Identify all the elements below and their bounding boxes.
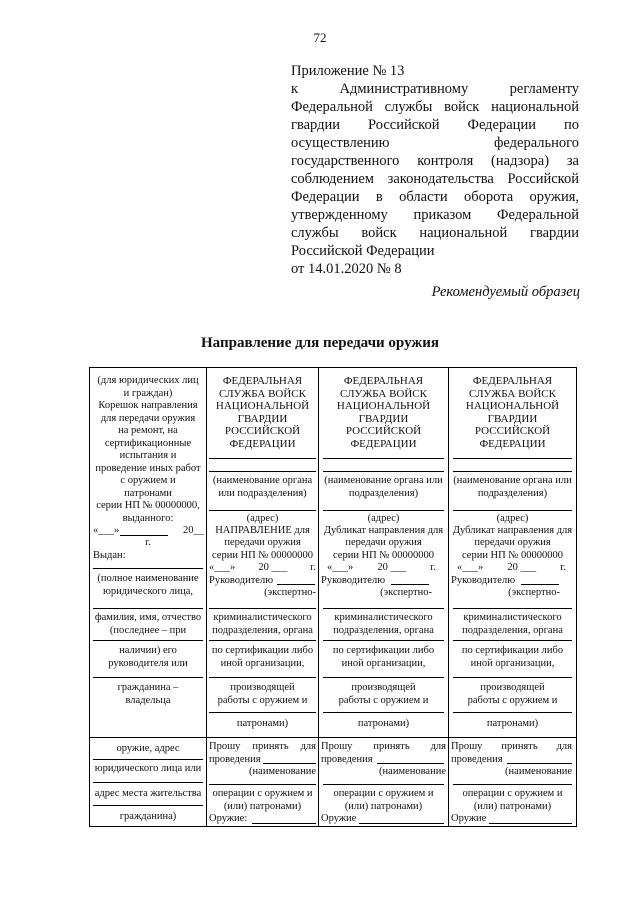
cert-caption: по сертификации либо [332,645,435,656]
expert-caption: (экспертно- [380,587,432,598]
org-header-line: ГВАРДИИ [237,412,288,425]
appendix-line: осуществлению федерального [291,135,579,151]
crim-caption: криминалистического [463,612,562,623]
referral-duplicate-column-2 [449,368,576,828]
cert-caption: по сертификации либо [461,645,564,656]
stub-line: владельца [125,694,171,706]
referral-form-table [89,367,577,827]
ops-caption: (или) патронами) [473,800,552,812]
stub-line: оружие, адрес [116,743,180,754]
cert-caption: по сертификации либо [211,645,314,656]
work-caption: работы с оружием и [217,694,308,706]
work-caption: работы с оружием и [338,694,429,706]
ops-caption: операции с оружием и [333,788,434,799]
doc-heading: НАПРАВЛЕНИЕ для [215,524,310,536]
head-label: Руководителю [321,574,386,586]
org-header-line: РОССИЙСКОЙ [474,425,551,437]
appendix-line: Российской Федерации [291,243,435,259]
conduct-label: проведения [209,753,261,765]
org-name-caption: (наименование органа [212,475,313,486]
org-header-line: СЛУЖБА ВОЙСК [469,387,556,400]
stub-date-open: «___» [93,524,120,536]
date-open: «___» [457,562,484,573]
appendix-line: службы войск национальной гвардии [291,225,579,241]
doc-date [457,562,566,574]
stub-line: руководителя или [108,657,188,669]
crim-caption: подразделения, органа [462,624,563,636]
cartridges-caption: патронами) [486,718,539,729]
stub-line: гражданина) [119,811,177,822]
request-word: Прошу [451,741,483,752]
referral-duplicate-column [319,368,448,828]
sample-note: Рекомендуемый образец [431,284,580,300]
cartridges-caption: патронами) [357,718,410,729]
ops-caption: операции с оружием и [212,788,313,799]
stub-line: (последнее – при [109,624,187,636]
date-suffix: г. [430,562,436,573]
stub-line: выданного: [122,512,174,524]
head-label: Руководителю [209,574,274,586]
stub-line: для передачи оружия [100,412,196,424]
head-label: Руководителю [451,574,516,586]
cert-caption: иной организации, [220,657,305,669]
appendix-line: к Административному регламенту [291,81,579,97]
expert-caption: (экспертно- [264,587,316,598]
request-word: принять [501,741,538,752]
stub-line: фамилия, имя, отчество [94,612,202,623]
stub-line: юридического лица или [94,763,202,774]
org-header-line: СЛУЖБА ВОЙСК [219,387,306,400]
ops-caption: операции с оружием и [462,788,563,799]
page-number: 72 [313,30,327,45]
stub-line: проведение иных работ [95,462,201,474]
series-number: серии НП № 00000000 [462,549,563,561]
date-year: 20 ___ [377,562,407,573]
appendix-line: государственного контроля (надзора) за [291,153,579,169]
stub-line: с оружием и [120,475,176,486]
cert-caption: иной организации, [341,657,426,669]
org-header-line: НАЦИОНАЛЬНОЙ [215,400,310,412]
stub-line: серии НП № 00000000, [96,500,200,511]
date-open: «___» [209,562,236,573]
work-caption: производящей [351,682,416,693]
stub-line: и граждан) [123,387,173,399]
request-line [209,741,316,753]
org-name-caption: подразделения) [348,487,419,499]
work-caption: производящей [230,682,295,693]
request-line [451,741,572,753]
appendix-line: Приложение № 13 [291,63,405,79]
stub-column [90,368,206,828]
stub-line: испытания и [119,450,177,461]
request-word: Прошу [209,741,241,752]
org-header-line: РОССИЙСКОЙ [224,425,301,437]
appendix-line: Федерации в области оборота оружия, [291,189,579,205]
stub-line: наличии) его [119,645,177,656]
stub-line: (полное наименование [97,573,199,584]
weapon-label: Оружие: [209,813,248,824]
org-header-line: ФЕДЕРАЛЬНАЯ [222,375,303,387]
date-year: 20 ___ [258,562,288,573]
stub-issued-label: Выдан: [93,549,126,561]
crim-caption: криминалистического [213,612,312,623]
naming-caption: (наименование [505,766,572,777]
org-header-line: НАЦИОНАЛЬНОЙ [465,400,560,412]
stub-line: сертификационные [104,437,192,449]
request-word: для [300,741,316,752]
doc-date [209,562,316,574]
weapon-label: Оружие [321,813,357,824]
ops-caption: (или) патронами) [223,800,302,812]
request-word: принять [252,741,289,752]
crim-caption: подразделения, органа [333,624,434,636]
doc-heading: Дубликат направления для [452,524,573,536]
appendix-line: утвержденному приказом Федеральной [291,207,579,223]
date-open: «___» [327,562,354,573]
doc-line: передачи оружия [345,537,422,548]
expert-caption: (экспертно- [508,587,560,598]
appendix-line: гвардии Российской Федерации по [291,117,579,133]
cartridges-caption: патронами) [236,718,289,729]
naming-caption: (наименование [379,766,446,777]
org-name-caption: (наименование органа или [324,475,443,486]
request-line [321,741,446,753]
org-header-line: ФЕДЕРАЛЬНАЯ [343,375,424,387]
doc-date [327,562,436,574]
org-header-line: ФЕДЕРАЦИИ [350,437,417,450]
stub-line: юридического лица, [102,585,194,597]
address-caption: (адрес) [496,512,529,524]
address-caption: (адрес) [246,512,279,524]
appendix-block [291,62,579,278]
org-header-line: ФЕДЕРАЛЬНАЯ [472,375,553,387]
request-word: Прошу [321,741,353,752]
org-header-line: НАЦИОНАЛЬНОЙ [336,400,431,412]
appendix-line: от 14.01.2020 № 8 [291,261,402,277]
appendix-line: соблюдением законодательства Российской [291,171,579,187]
appendix-line: Федеральной службы войск национальной [291,99,579,115]
stub-date-year: 20__ [183,524,204,536]
request-word: принять [373,741,410,752]
org-header-line: РОССИЙСКОЙ [345,425,422,437]
org-name-caption: подразделения) [477,487,548,499]
stub-year-suffix: г. [145,537,151,548]
org-header-line: ГВАРДИИ [487,412,538,425]
conduct-label: проведения [451,753,503,765]
doc-heading: Дубликат направления для [323,524,444,536]
conduct-label: проведения [321,753,373,765]
date-year: 20 ___ [507,562,537,573]
org-header-line: ФЕДЕРАЦИИ [479,437,546,450]
work-caption: производящей [480,682,545,693]
org-name-caption: (наименование органа или [453,475,572,486]
naming-caption: (наименование [249,766,316,777]
series-number: серии НП № 00000000 [333,549,434,561]
org-name-caption: или подразделения) [218,487,307,499]
series-number: серии НП № 00000000 [212,549,313,561]
document-title: Направление для передачи оружия [200,335,439,351]
request-word: для [556,741,572,752]
work-caption: работы с оружием и [467,694,558,706]
stub-line: (для юридических лиц [97,375,199,386]
crim-caption: подразделения, органа [212,624,313,636]
stub-line: Корешок направления [98,400,198,411]
date-suffix: г. [560,562,566,573]
date-suffix: г. [310,562,316,573]
address-caption: (адрес) [367,512,400,524]
weapon-label: Оружие [451,813,487,824]
doc-line: передачи оружия [224,537,301,548]
cert-caption: иной организации, [470,657,555,669]
stub-line: патронами [124,487,172,499]
org-header-line: ФЕДЕРАЦИИ [229,437,296,450]
crim-caption: криминалистического [334,612,433,623]
stub-line: на ремонт, на [118,425,178,436]
stub-line: адрес места жительства [94,788,202,799]
stub-line: гражданина – [117,682,179,693]
org-header-line: ГВАРДИИ [358,412,409,425]
doc-line: передачи оружия [474,537,551,548]
request-word: для [430,741,446,752]
org-header-line: СЛУЖБА ВОЙСК [340,387,427,400]
referral-original-column [207,368,318,828]
ops-caption: (или) патронами) [344,800,423,812]
